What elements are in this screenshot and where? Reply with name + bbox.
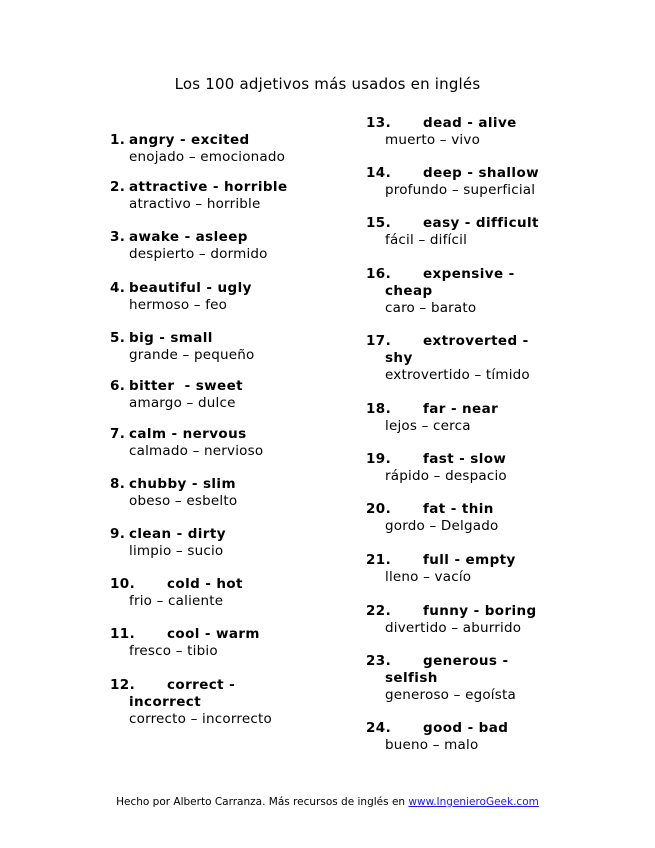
- entry-spanish: fresco – tibio: [129, 643, 218, 659]
- entry-number: 3.: [110, 229, 126, 245]
- entry-number: 10.: [110, 576, 136, 592]
- entry-spanish: rápido – despacio: [385, 468, 507, 484]
- entry-number: 13.: [366, 115, 392, 131]
- adjective-entry-7: [110, 426, 263, 460]
- entry-number: 8.: [110, 476, 126, 492]
- adjective-entry-23: [366, 653, 516, 704]
- entry-english: chubby - slim: [129, 476, 236, 492]
- footer-credit: [0, 796, 655, 808]
- entry-spanish: calmado – nervioso: [129, 443, 264, 459]
- entry-number: 15.: [366, 215, 392, 231]
- entry-spanish: amargo – dulce: [129, 395, 236, 411]
- entry-english: full - empty: [423, 552, 516, 568]
- entry-english: funny - boring: [423, 603, 537, 619]
- entry-spanish: caro – barato: [385, 300, 477, 316]
- entry-english: deep - shallow: [423, 165, 539, 181]
- entry-number: 1.: [110, 132, 126, 148]
- entry-number: 20.: [366, 501, 392, 517]
- entry-english: fast - slow: [423, 451, 507, 467]
- entry-english: angry - excited: [129, 132, 250, 148]
- adjective-entry-10: [110, 576, 243, 610]
- entry-english: big - small: [129, 330, 213, 346]
- entry-spanish: limpio – sucio: [129, 543, 224, 559]
- entry-number: 23.: [366, 653, 392, 669]
- entry-spanish: divertido – aburrido: [385, 620, 522, 636]
- entry-number: 9.: [110, 526, 126, 542]
- entry-english: awake - asleep: [129, 229, 248, 245]
- entry-number: 19.: [366, 451, 392, 467]
- entry-spanish: muerto – vivo: [385, 132, 481, 148]
- footer-link[interactable]: www.IngenieroGeek.com: [408, 796, 539, 808]
- adjective-entry-5: [110, 330, 254, 364]
- entry-english-continued: shy: [385, 350, 413, 366]
- entry-english: attractive - horrible: [129, 179, 288, 195]
- adjective-entry-16: [366, 266, 515, 317]
- adjective-entry-2: [110, 179, 288, 213]
- entry-english: expensive -: [423, 266, 515, 282]
- entry-english: fat - thin: [423, 501, 494, 517]
- footer-text: Hecho por Alberto Carranza. Más recursos de inglés en: [116, 796, 409, 808]
- entry-spanish: grande – pequeño: [129, 347, 255, 363]
- entry-spanish: lejos – cerca: [385, 418, 471, 434]
- adjective-entry-15: [366, 215, 539, 249]
- adjective-entry-14: [366, 165, 539, 199]
- entry-spanish: gordo – Delgado: [385, 518, 499, 534]
- entry-english-continued: incorrect: [129, 694, 202, 710]
- entry-english: dead - alive: [423, 115, 517, 131]
- entry-english: easy - difficult: [423, 215, 539, 231]
- adjective-entry-21: [366, 552, 516, 586]
- entry-number: 11.: [110, 626, 136, 642]
- entry-spanish: fácil – difícil: [385, 232, 468, 248]
- entry-number: 7.: [110, 426, 126, 442]
- entry-number: 24.: [366, 720, 392, 736]
- entry-english: extroverted -: [423, 333, 529, 349]
- adjective-entry-20: [366, 501, 498, 535]
- adjective-entry-8: [110, 476, 237, 510]
- entry-number: 16.: [366, 266, 392, 282]
- entry-spanish: hermoso – feo: [129, 297, 228, 313]
- entry-english: good - bad: [423, 720, 509, 736]
- entry-number: 17.: [366, 333, 392, 349]
- entry-english: beautiful - ugly: [129, 280, 252, 296]
- adjective-entry-18: [366, 401, 498, 435]
- adjective-entry-17: [366, 333, 530, 384]
- entry-english-continued: selfish: [385, 670, 438, 686]
- adjective-entry-4: [110, 280, 252, 314]
- entry-english: clean - dirty: [129, 526, 226, 542]
- entry-english: far - near: [423, 401, 499, 417]
- entry-english: correct -: [167, 677, 236, 693]
- entry-number: 12.: [110, 677, 136, 693]
- entry-spanish: obeso – esbelto: [129, 493, 238, 509]
- entry-english-continued: cheap: [385, 283, 433, 299]
- adjective-entry-9: [110, 526, 226, 560]
- adjective-entry-19: [366, 451, 507, 485]
- entry-spanish: atractivo – horrible: [129, 196, 261, 212]
- entry-number: 2.: [110, 179, 126, 195]
- adjective-entry-11: [110, 626, 260, 660]
- adjective-entry-3: [110, 229, 268, 263]
- entry-number: 18.: [366, 401, 392, 417]
- entry-spanish: extrovertido – tímido: [385, 367, 530, 383]
- entry-number: 6.: [110, 378, 126, 394]
- entry-english: bitter - sweet: [129, 378, 243, 394]
- adjective-entry-13: [366, 115, 517, 149]
- entry-spanish: profundo – superficial: [385, 182, 536, 198]
- adjective-entry-1: [110, 132, 285, 166]
- adjective-entry-6: [110, 378, 243, 412]
- entry-spanish: enojado – emocionado: [129, 149, 286, 165]
- entry-english: calm - nervous: [129, 426, 247, 442]
- entry-spanish: generoso – egoísta: [385, 687, 516, 703]
- adjective-entry-22: [366, 603, 537, 637]
- entry-spanish: bueno – malo: [385, 737, 479, 753]
- entry-number: 21.: [366, 552, 392, 568]
- entry-spanish: correcto – incorrecto: [129, 711, 272, 727]
- entry-spanish: despierto – dormido: [129, 246, 268, 262]
- entry-english: cool - warm: [167, 626, 260, 642]
- entry-number: 5.: [110, 330, 126, 346]
- adjective-entry-12: [110, 677, 272, 728]
- entry-spanish: lleno – vacío: [385, 569, 472, 585]
- entry-spanish: frio – caliente: [129, 593, 224, 609]
- page-title: Los 100 adjetivos más usados en inglés: [174, 75, 481, 93]
- adjective-entry-24: [366, 720, 508, 754]
- entry-number: 4.: [110, 280, 126, 296]
- entry-english: generous -: [423, 653, 509, 669]
- entry-number: 14.: [366, 165, 392, 181]
- entry-number: 22.: [366, 603, 392, 619]
- entry-english: cold - hot: [167, 576, 243, 592]
